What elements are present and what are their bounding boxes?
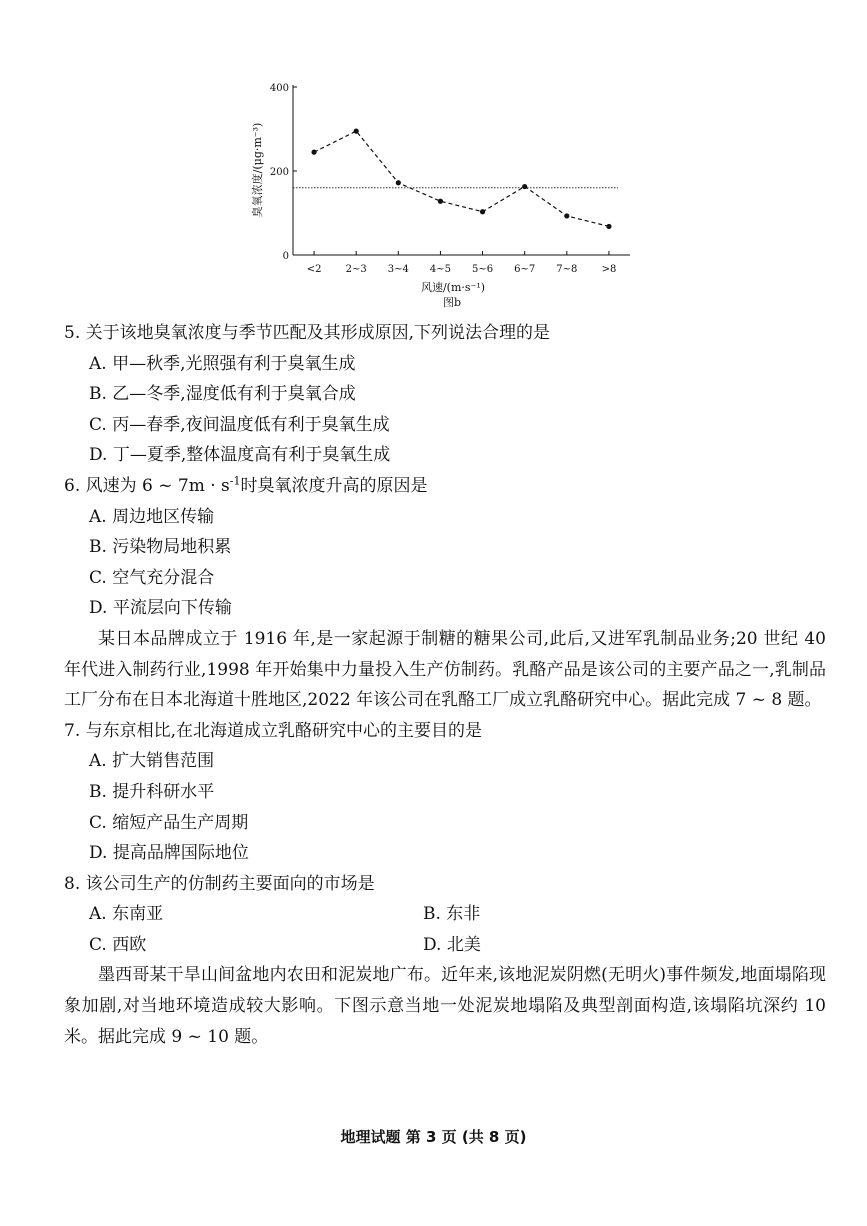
x-tick-label: <2 bbox=[306, 264, 322, 275]
data-point bbox=[354, 129, 359, 134]
q5-option-a: A. 甲—秋季,光照强有利于臭氧生成 bbox=[89, 353, 356, 374]
x-tick-label: 7~8 bbox=[556, 264, 578, 275]
q6-stem-sup: -1 bbox=[229, 474, 241, 488]
data-point bbox=[438, 199, 443, 204]
data-point bbox=[522, 184, 527, 189]
plot-area bbox=[270, 83, 630, 275]
ozone-wind-chart bbox=[251, 75, 640, 320]
x-tick-label: 5~6 bbox=[472, 264, 494, 275]
q8-option-c: C. 西欧 bbox=[89, 934, 147, 955]
q6-option-d: D. 平流层向下传输 bbox=[89, 598, 232, 619]
data-point bbox=[480, 209, 485, 214]
q6-option-a: A. 周边地区传输 bbox=[89, 506, 215, 527]
q8-options-row-2 bbox=[64, 930, 826, 961]
q5-stem: 5. 关于该地臭氧浓度与季节匹配及其形成原因,下列说法合理的是 bbox=[64, 323, 551, 343]
passage-1: 某日本品牌成立于 1916 年,是一家起源于制糖的糖果公司,此后,又进军乳制品业务;20 世纪 40 年代进入制药行业,1998 年开始集中力量投入生产仿制药。乳酪产品是该公司的主要产品之一,乳制品工厂分布在日本北海道十胜地区,2022 年该公司在乳酪工厂成立乳酪研究中心。据此完成 7 ~ 8 题。 bbox=[64, 628, 826, 711]
q5-option-c: C. 丙—春季,夜间温度低有利于臭氧生成 bbox=[89, 414, 390, 435]
x-tick-label: 4~5 bbox=[429, 264, 451, 275]
q7-option-a: A. 扩大销售范围 bbox=[89, 751, 215, 772]
q8-option-b: B. 东非 bbox=[423, 904, 481, 925]
y-tick-label: 0 bbox=[282, 251, 289, 262]
q8-stem: 8. 该公司生产的仿制药主要面向的市场是 bbox=[64, 873, 375, 894]
chart-caption: 图b bbox=[442, 296, 462, 309]
q7-option-b: B. 提升科研水平 bbox=[89, 781, 215, 802]
q7-option-d: D. 提高品牌国际地位 bbox=[89, 843, 249, 864]
q7-option-c: C. 缩短产品生产周期 bbox=[89, 812, 249, 833]
passage-2: 墨西哥某干旱山间盆地内农田和泥炭地广布。近年来,该地泥炭阴燃(无明火)事件频发,地面塌陷现象加剧,对当地环境造成较大影响。下图示意当地一处泥炭地塌陷及典型剖面构造,该塌陷坑深约 10 米。据此完成 9 ~ 10 题。 bbox=[64, 965, 826, 1047]
q5-option-b: B. 乙—冬季,湿度低有利于臭氧合成 bbox=[89, 384, 356, 405]
q6-option-b: B. 污染物局地积累 bbox=[89, 537, 232, 558]
q5-option-d: D. 丁—夏季,整体温度高有利于臭氧生成 bbox=[89, 445, 391, 466]
page-footer: 地理试题 第 3 页 (共 8 页) bbox=[340, 1128, 527, 1146]
x-tick-label: 6~7 bbox=[514, 264, 536, 275]
q6-stem-post: 时臭氧浓度升高的原因是 bbox=[240, 475, 428, 496]
y-tick-label: 400 bbox=[269, 83, 289, 94]
q6-option-c: C. 空气充分混合 bbox=[89, 567, 215, 588]
q7-stem: 7. 与东京相比,在北海道成立乳酪研究中心的主要目的是 bbox=[64, 720, 483, 741]
y-tick-label: 200 bbox=[269, 167, 289, 178]
series-line bbox=[314, 131, 609, 226]
q8-option-d: D. 北美 bbox=[423, 934, 481, 955]
x-axis-label: 风速/(m·s⁻¹) bbox=[420, 281, 486, 294]
x-tick-label: 3~4 bbox=[387, 264, 409, 275]
y-axis-label: 臭氧浓度/(μg·m⁻³) bbox=[251, 122, 264, 218]
q8-options-row-1 bbox=[64, 899, 826, 930]
x-tick-label: >8 bbox=[601, 264, 617, 275]
q8-option-a: A. 东南亚 bbox=[89, 904, 164, 925]
q6-stem bbox=[64, 471, 826, 502]
data-point bbox=[311, 150, 316, 155]
x-tick-label: 2~3 bbox=[345, 264, 367, 275]
question-content bbox=[64, 318, 826, 1052]
data-point bbox=[564, 213, 569, 218]
q6-stem-pre: 6. 风速为 6 ~ 7m · s bbox=[64, 475, 230, 496]
data-point bbox=[606, 224, 611, 229]
data-point bbox=[396, 180, 401, 185]
